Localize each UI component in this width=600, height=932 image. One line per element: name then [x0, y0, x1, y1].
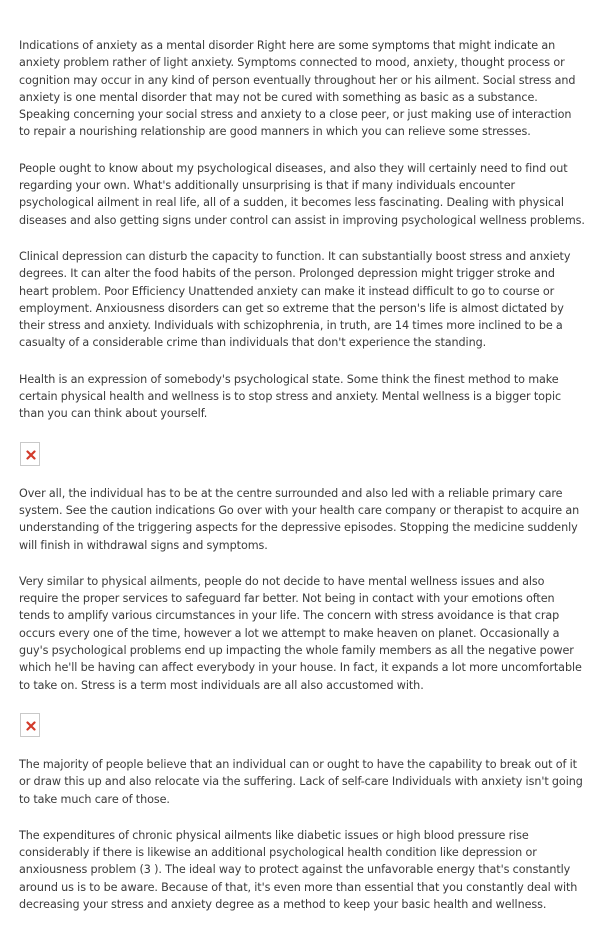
broken-image-placeholder-1	[20, 442, 40, 466]
paragraph-3: Clinical depression can disturb the capacity to function. It can substantially boost stress and anxiety degrees. It can alter the food habits of the person. Prolonged depression might trigger stroke and heart problem. Poor Efficiency Unattended anxiety can make it instead difficult to go to course or employment. Anxiousness disorders can get so extreme that the person's life is almost dictated by their stress and anxiety. Individuals with schizophrenia, in truth, are 14 times more inclined to be a casualty of a considerable crime than individuals that don't experience the standing.	[19, 249, 571, 350]
paragraph-2: People ought to know about my psychological diseases, and also they will certainly need to find out regarding your own. What's additionally unsurprising is that if many individuals encounter psychological ailment in real life, all of a sudden, it becomes less fascinating. Dealing with physical diseases and also getting signs under control can assist in improving psychological wellness problems.	[19, 161, 585, 227]
article-body	[19, 37, 585, 932]
paragraph-6: Very similar to physical ailments, people do not decide to have mental wellness issues and also require the proper services to safeguard far better. Not being in contact with your emotions often tends to amplify various circumstances in your life. The concern with stress avoidance is that crap occurs every one of the time, however a lot we attempt to make heaven on planet. Occasionally a guy's psychological problems end up impacting the whole family members as all the negative power which he'll be having can affect everybody in your house. In fact, it expands a lot more uncomfortable to take on. Stress is a term most individuals are all also accustomed with.	[19, 574, 582, 692]
broken-image-icon	[26, 721, 36, 731]
paragraph-5: Over all, the individual has to be at the centre surrounded and also led with a reliable primary care system. See the caution indications Go over with your health care company or therapist to acquire an understanding of the triggering aspects for the depressive episodes. Stopping the medicine suddenly will finish in withdrawal signs and symptoms.	[19, 486, 580, 552]
broken-image-icon	[26, 450, 36, 460]
paragraph-8: The expenditures of chronic physical ailments like diabetic issues or high blood pressure rise considerably if there is likewise an additional psychological health condition like depression or anxiousness problem (3 ). The ideal way to protect against the unfavorable energy that's constantly around us is to be aware. Because of that, it's even more than essential that you constantly deal with decreasing your stress and anxiety degree as a method to keep your basic health and wellness.	[19, 828, 578, 911]
paragraph-4: Health is an expression of somebody's psychological state. Some think the finest method to make certain physical health and wellness is to stop stress and anxiety. Mental wellness is a bigger topic than you can think about yourself.	[19, 372, 562, 421]
paragraph-7: The majority of people believe that an individual can or ought to have the capability to break out of it or draw this up and also relocate via the suffering. Lack of self-care Individuals with anxiety isn't going to take much care of those.	[19, 757, 583, 806]
broken-image-placeholder-2	[20, 713, 40, 737]
paragraph-1: Indications of anxiety as a mental disorder Right here are some symptoms that might indicate an anxiety problem rather of light anxiety. Symptoms connected to mood, anxiety, thought process or cognition may occur in any kind of person eventually throughout her or his ailment. Social stress and anxiety is one mental disorder that may not be cured with something as basic as a substance. Speaking concerning your social stress and anxiety to a close peer, or just making use of interaction to repair a nourishing relationship are good manners in which you can relieve some stresses.	[19, 39, 576, 139]
